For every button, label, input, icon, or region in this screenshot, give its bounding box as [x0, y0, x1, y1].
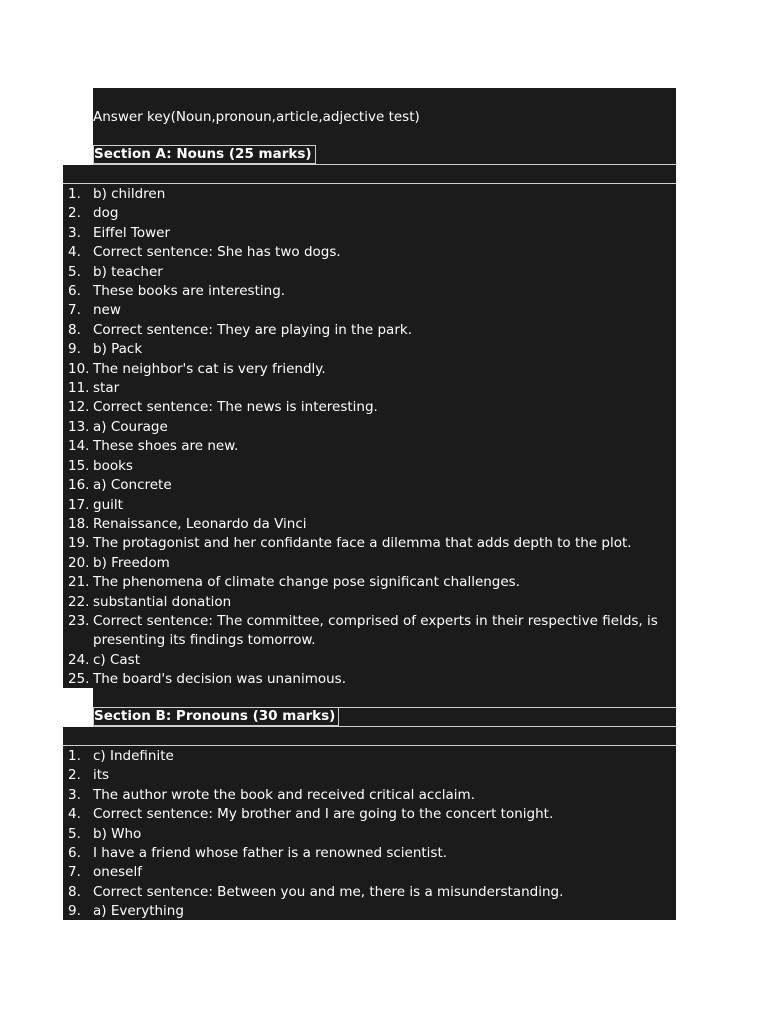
answer-text: Renaissance, Leonardo da Vinci: [93, 515, 307, 532]
answer-item: [66, 593, 666, 612]
answer-item: [66, 747, 666, 766]
answer-text: b) Freedom: [93, 554, 170, 571]
answer-number: 24.: [68, 651, 90, 668]
answer-number: 3.: [68, 786, 81, 803]
answer-text: substantial donation: [93, 593, 232, 610]
answer-text: a) Concrete: [93, 477, 172, 494]
answer-text: b) teacher: [93, 263, 163, 280]
answer-text: Eiffel Tower: [93, 224, 171, 241]
answer-item: [66, 185, 666, 204]
answer-number: 2.: [68, 205, 81, 222]
rule: [63, 745, 676, 746]
answer-number: 7.: [68, 864, 81, 881]
answer-text: star: [93, 380, 120, 397]
answer-text: Correct sentence: Between you and me, there is a misunderstanding.: [93, 883, 564, 900]
answer-number: 15.: [68, 457, 90, 474]
answer-text: I have a friend whose father is a renowned scientist.: [93, 845, 448, 862]
answer-number: 8.: [68, 883, 81, 900]
answer-number: 16.: [68, 477, 90, 494]
section-b-heading: Section B: Pronouns (30 marks): [93, 707, 339, 726]
answer-item: [66, 360, 666, 379]
rule: [63, 183, 676, 184]
rule: [93, 164, 676, 165]
answer-text: Correct sentence: They are playing in the park.: [93, 321, 412, 338]
answer-text: its: [93, 767, 110, 784]
answer-number: 11.: [68, 380, 90, 397]
answer-text: These books are interesting.: [93, 283, 286, 300]
answer-number: 14.: [68, 438, 90, 455]
answer-item: [66, 534, 666, 553]
rule: [93, 726, 676, 727]
answer-item: [66, 243, 666, 262]
answer-item: [66, 321, 666, 340]
answer-text: a) Everything: [93, 903, 184, 920]
answer-item: [66, 282, 666, 301]
answer-number: 6.: [68, 845, 81, 862]
answer-text: b) Pack: [93, 341, 143, 358]
answer-text: Correct sentence: The news is interesting.: [93, 399, 378, 416]
answer-item: [66, 437, 666, 456]
answer-number: 25.: [68, 671, 90, 688]
answer-item: [66, 670, 666, 689]
answer-item: [66, 204, 666, 223]
answer-item: [66, 263, 666, 282]
answer-number: 9.: [68, 903, 81, 920]
answer-text: The neighbor's cat is very friendly.: [93, 360, 326, 377]
section-b-spacer-block: [63, 727, 676, 745]
answer-text: The author wrote the book and received critical acclaim.: [93, 786, 475, 803]
answer-item: [66, 844, 666, 863]
answer-item: [66, 398, 666, 417]
answer-item: [66, 863, 666, 882]
answer-number: 18.: [68, 515, 90, 532]
answer-text: These shoes are new.: [93, 438, 239, 455]
answer-number: 8.: [68, 321, 81, 338]
answer-item: [66, 651, 666, 670]
answer-item: [66, 573, 666, 592]
answer-text: guilt: [93, 496, 123, 513]
answer-item: [66, 766, 666, 785]
answer-item: [66, 554, 666, 573]
answer-text: b) children: [93, 186, 166, 202]
answer-number: 4.: [68, 806, 81, 823]
answer-number: 22.: [68, 593, 90, 610]
answer-item: [66, 612, 666, 651]
answer-text: new: [93, 302, 121, 319]
answer-number: 1.: [68, 748, 81, 764]
answer-item: [66, 902, 666, 921]
answer-item: [66, 786, 666, 805]
answer-item: [66, 883, 666, 902]
answer-text: books: [93, 457, 133, 474]
answer-number: 19.: [68, 535, 90, 552]
answer-text: The phenomena of climate change pose significant challenges.: [93, 574, 521, 591]
answer-text: oneself: [93, 864, 142, 881]
answer-number: 9.: [68, 341, 81, 358]
section-b-answer-list: [66, 747, 666, 922]
answer-number: 5.: [68, 825, 81, 842]
answer-number: 23.: [68, 612, 90, 629]
answer-text: c) Cast: [93, 651, 141, 668]
answer-text: Correct sentence: She has two dogs.: [93, 244, 341, 261]
section-a-answer-list: [66, 185, 666, 690]
answer-text: The board's decision was unanimous.: [93, 671, 346, 688]
answer-number: 6.: [68, 283, 81, 300]
answer-item: [66, 418, 666, 437]
answer-text: The protagonist and her confidante face a dilemma that adds depth to the plot.: [93, 535, 632, 552]
answer-text: b) Who: [93, 825, 142, 842]
answer-number: 17.: [68, 496, 90, 513]
answer-number: 1.: [68, 186, 81, 202]
document-title: Answer key(Noun,pronoun,article,adjective test): [93, 109, 420, 125]
answer-item: [66, 476, 666, 495]
answer-text: dog: [93, 205, 119, 222]
answer-number: 7.: [68, 302, 81, 319]
answer-item: [66, 496, 666, 515]
answer-text: c) Indefinite: [93, 748, 174, 764]
answer-number: 20.: [68, 554, 90, 571]
section-a-heading: Section A: Nouns (25 marks): [93, 145, 316, 164]
answer-number: 4.: [68, 244, 81, 261]
answer-item: [66, 805, 666, 824]
answer-item: [66, 457, 666, 476]
answer-text: Correct sentence: My brother and I are going to the concert tonight.: [93, 806, 554, 823]
answer-number: 10.: [68, 360, 90, 377]
answer-item: [66, 515, 666, 534]
answer-item: [66, 379, 666, 398]
answer-item: [66, 825, 666, 844]
section-a-spacer-block: [63, 165, 676, 184]
answer-item: [66, 224, 666, 243]
answer-number: 5.: [68, 263, 81, 280]
answer-text: Correct sentence: The committee, comprised of experts in their respective fields, is presenting its findings tomorrow.: [93, 612, 658, 649]
answer-number: 3.: [68, 224, 81, 241]
answer-number: 2.: [68, 767, 81, 784]
answer-number: 13.: [68, 418, 90, 435]
answer-item: [66, 340, 666, 359]
answer-text: a) Courage: [93, 418, 168, 435]
answer-number: 21.: [68, 574, 90, 591]
answer-number: 12.: [68, 399, 90, 416]
answer-item: [66, 301, 666, 320]
